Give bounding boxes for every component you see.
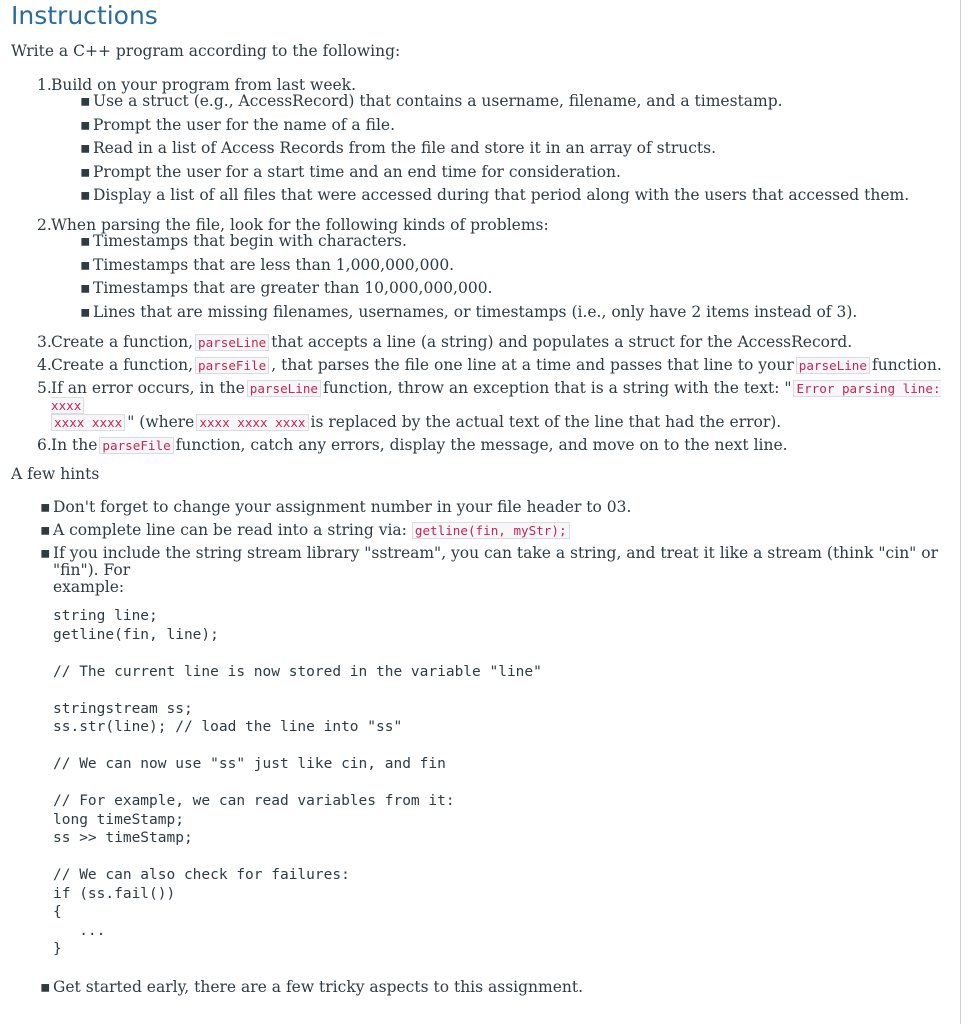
list-item: ▪ If you include the string stream library "sstream", you can take a string, and treat it like a stream (think "cin" or "fin"). For example:	[40, 544, 938, 596]
hints-list	[11, 499, 941, 596]
step-number: 3.	[37, 332, 52, 351]
list-item: ▪ Lines that are missing filenames, usernames, or timestamps (i.e., only have 2 items instead of 3).	[80, 302, 858, 321]
step-text: Build on your program from last week.	[51, 76, 356, 94]
step-3: 3. Create a function, parseLine that accepts a line (a string) and populates a struct for the AccessRecord.	[37, 332, 853, 351]
inline-code: getline(fin, myStr);	[412, 522, 570, 539]
step-number: 4.	[37, 355, 52, 374]
intro-text: Write a C++ program according to the following:	[11, 42, 401, 60]
step-number: 5.	[37, 378, 52, 397]
step-1-bullets	[51, 93, 948, 204]
hints-heading: A few hints	[11, 465, 100, 483]
inline-code: parseLine	[796, 357, 870, 374]
inline-code: parseLine	[247, 380, 321, 397]
instructions-list	[28, 77, 948, 454]
step-number: 2.	[37, 216, 52, 234]
list-item: ▪ Timestamps that begin with characters.	[80, 232, 407, 250]
step-6: 6. In the parseFile function, catch any errors, display the message, and move on to the next line.	[37, 435, 788, 454]
list-item: ▪ Don't forget to change your assignment number in your file header to 03.	[40, 498, 632, 516]
inline-code: parseFile	[195, 357, 269, 374]
list-item: ▪ Timestamps that are less than 1,000,000,000.	[80, 255, 455, 274]
inline-code: Error parsing line: xxxx	[51, 380, 941, 413]
inline-code: xxxx xxxx xxxx	[196, 414, 308, 431]
inline-code: parseFile	[99, 437, 173, 454]
list-item: ▪ A complete line can be read into a string via: getline(fin, myStr);	[11, 522, 941, 539]
step-5: 5. If an error occurs, in the parseLine function, throw an exception that is a string with the text: " Error parsing line: xxxx xxxx xxxx " (where xxxx xxxx xxxx is replaced by the actual text of the line that had the error).	[37, 378, 941, 431]
page-title: Instructions	[11, 1, 158, 30]
list-item: ▪ Use a struct (e.g., AccessRecord) that contains a username, filename, and a timestamp.	[80, 92, 783, 110]
list-item: ▪ Read in a list of Access Records from the file and store it in an array of structs.	[80, 139, 717, 157]
step-2-bullets	[51, 233, 948, 321]
list-item: ▪ Display a list of all files that were accessed during that period along with the users that accessed them.	[80, 186, 910, 204]
inline-code: parseLine	[195, 334, 269, 351]
step-1	[28, 77, 948, 204]
list-item: ▪ Prompt the user for a start time and an end time for consideration.	[80, 162, 621, 181]
list-item: ▪ Get started early, there are a few tricky aspects to this assignment.	[40, 978, 584, 996]
step-number: 6.	[37, 435, 52, 454]
list-item: ▪ Timestamps that are greater than 10,000,000,000.	[80, 279, 493, 297]
list-item: ▪ Prompt the user for the name of a file.	[80, 115, 396, 134]
step-number: 1.	[37, 76, 52, 94]
step-4: 4. Create a function, parseFile , that parses the file one line at a time and passes that line to your parseLine function.	[37, 355, 942, 374]
step-2	[28, 217, 948, 321]
code-example: string line; getline(fin, line); // The current line is now stored in the variable "line" stringstream ss; ss.str(line); // load the line into "ss" // We can now use "ss" just like cin, and fin // For example, we can read variables from it: long timeStamp; ss >> timeStamp; // We can also check for failures: if (ss.fail()) { ... }	[53, 608, 542, 957]
inline-code: xxxx xxxx	[51, 414, 125, 431]
step-text: When parsing the file, look for the following kinds of problems:	[51, 216, 549, 234]
